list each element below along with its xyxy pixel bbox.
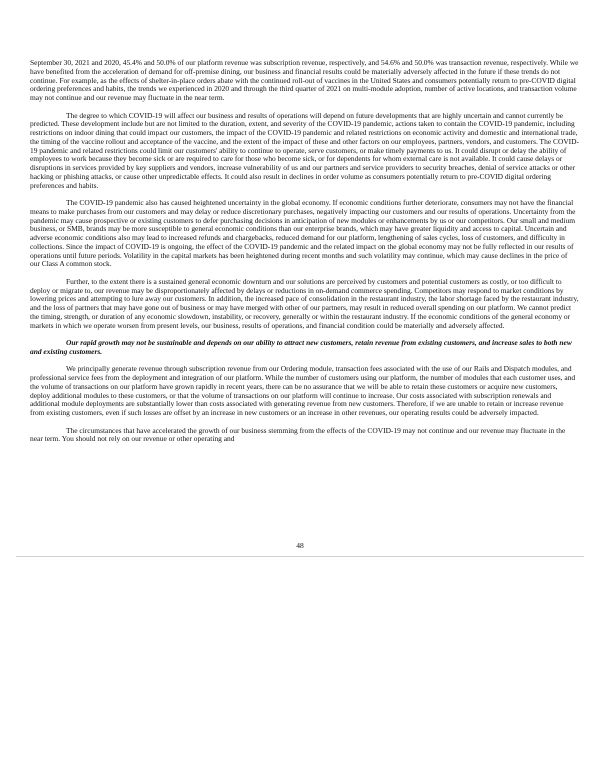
paragraph-revenue-growth: We principally generate revenue through subscription revenue from our Ordering module, transaction fees associated with the use of our Rails and Dispatch modules, and professional service fees from the deployment and integration of our platform. While the number of customers using our platform, the number of modules that each customer uses, and the volume of transactions on our platform have grown rapidly in recent years, there can be no assurance that we will be able to retain these customers or acquire new customers, deploy additional modules to these customers, or that the volume of transactions on our platform will continue to increase. Our costs associated with subscription renewals and additional module deployments are substantially lower than costs associated with generating revenue from new customers. Therefore, if we are unable to retain or increase revenue from existing customers, even if such losses are offset by an increase in new customers or an increase in other revenues, our operating results could be adversely impacted.: [30, 364, 576, 417]
paragraph-continuation: September 30, 2021 and 2020, 45.4% and 50.0% of our platform revenue was subscription revenue, respectively, and 54.6% and 50.0% was transaction revenue, respectively. While we have benefited from the acceleration of demand for off-premise dining, our business and financial results could be materially adversely affected in the future if these trends do not continue. For example, as the effects of shelter-in-place orders abate with the continued roll-out of vaccines in the United States and consumers potentially return to pre-COVID digital ordering preferences and habits, the trends we experienced in 2020 and through the third quarter of 2021 on multi-module adoption, number of active locations, and transaction volume may not continue and our revenue may fluctuate in the near term.: [30, 58, 579, 102]
document-page: [30, 59, 579, 453]
paragraph-economic-downturn: Further, to the extent there is a sustained general economic downturn and our solutions are perceived by customers and potential customers as costly, or too difficult to deploy or migrate to, our revenue may be disproportionately affected by delays or reductions in on-demand commerce spending. Competitors may respond to market conditions by lowering prices and attempting to lure away our customers. In addition, the increased pace of consolidation in the restaurant industry, the labor shortage faced by the restaurant industry, and the loss of partners that may have gone out of business or may have merged with other of our partners, may result in reduced overall spending on our platform. We cannot predict the timing, strength, or duration of any economic slowdown, instability, or recovery, generally or within the restaurant industry. If the economic conditions of the general economy or markets in which we operate worsen from present levels, our business, results of operations, and financial condition could be materially and adversely affected.: [30, 276, 579, 330]
paragraph-accelerated-growth: The circumstances that have accelerated the growth of our business stemming from the effects of the COVID-19 may not continue and our revenue may fluctuate in the near term. You should not rely on our revenue or other operating and: [30, 425, 566, 444]
risk-factor-heading: Our rapid growth may not be sustainable and depends on our ability to attract new customers, retain revenue from existing customers, and increase sales to both new and existing customers.: [30, 338, 572, 356]
paragraph-covid-impact: The degree to which COVID-19 will affect our business and results of operations will depend on future developments that are highly uncertain and cannot currently be predicted. These development include but are not limited to the duration, extent, and severity of the COVID-19 pandemic, actions taken to contain the COVID-19 pandemic, including restrictions on indoor dining that could impact our customers, the impact of the COVID-19 pandemic and related restrictions on economic activity and domestic and international trade, the timing of the vaccine rollout and acceptance of the vaccine, and the extent of the impact of these and other factors on our employees, partners, vendors, and customers. The COVID-19 pandemic and related restrictions could limit our customers' ability to continue to operate, serve customers, or make timely payments to us. It could disrupt or delay the ability of employees to work because they become sick or are required to care for those who become sick, or for dependents for whom external care is not available. It could cause delays or disruptions in services provided by key suppliers and vendors, increase vulnerability of us and our partners and service providers to security breaches, denial of service attacks or other hacking or phishing attacks, or cause other unpredictable effects. It could also result in declines in order volume as consumers potentially return to pre-COVID digital ordering preferences and habits.: [30, 110, 580, 190]
page-number: 48: [296, 541, 304, 550]
page-divider: [16, 556, 584, 557]
paragraph-economic-uncertainty: The COVID-19 pandemic also has caused heightened uncertainty in the global economy. If economic conditions further deteriorate, consumers may not have the financial means to make purchases from our customers and may delay or reduce discretionary purchases, negatively impacting our customers and our results of operations. Uncertainty from the pandemic may cause prospective or existing customers to defer purchasing decisions in anticipation of new modules or enhancements by us or our competitors. Our small and medium business, or SMB, brands may be more susceptible to general economic conditions than our enterprise brands, which may have greater liquidity and access to capital. Uncertain and adverse economic conditions also may lead to increased refunds and chargebacks, reduced demand for our platform, lengthening of sales cycles, loss of customers, and difficulty in collections. Since the impact of COVID-19 is ongoing, the effect of the COVID-19 pandemic and the related impact on the global economy may not be fully reflected in our results of operations until future periods. Volatility in the capital markets has been heightened during recent months and such volatility may continue, which may cause declines in the price of our Class A common stock.: [30, 198, 576, 269]
